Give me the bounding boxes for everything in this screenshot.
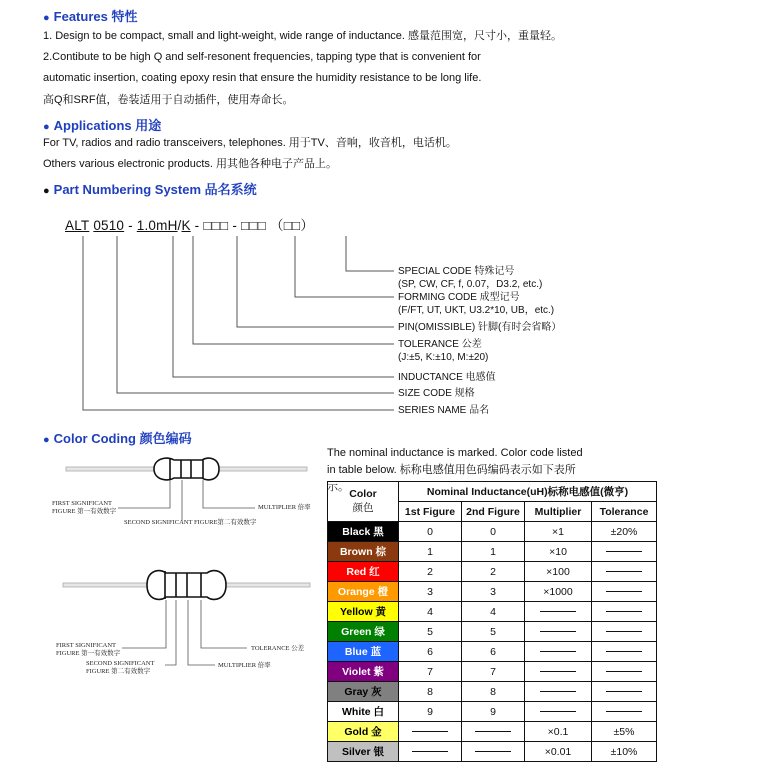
label-forming-code: FORMING CODE 成型记号 [398,292,520,303]
second-figure-header: 2nd Figure [462,502,525,522]
bullet-icon: ● [43,434,50,446]
tolerance-cell [592,582,657,602]
second-figure-cell: 7 [462,662,525,682]
d2-first-line-1: FIRST SIGNIFICANT [56,642,117,649]
dash-mark [540,651,576,652]
label-series-name: SERIES NAME 品名 [398,405,490,416]
first-figure-cell: 7 [399,662,462,682]
code-size: 0510 [93,218,125,233]
label-inductance: INDUCTANCE 电感值 [398,372,496,383]
color-name-cell: Orange 橙 [328,582,399,602]
tolerance-cell [592,662,657,682]
features-line-4: 高Q和SRF值，卷装适用于自动插件，使用寿命长。 [43,94,294,106]
tolerance-cell: ±10% [592,742,657,762]
color-name-cell: Gold 金 [328,722,399,742]
first-figure-cell: 5 [399,622,462,642]
code-tolerance: K [181,218,191,233]
dash-mark [606,671,642,672]
color-name-cell: Brown 棕 [328,542,399,562]
label-tolerance: TOLERANCE 公差 [398,339,482,350]
color-name-cell: Violet 紫 [328,662,399,682]
multiplier-cell [525,622,592,642]
d1-first-significant-label [52,500,116,515]
color-header-zh: 颜色 [352,502,374,514]
label-special-code: SPECIAL CODE 特殊记号 [398,266,515,277]
code-slash: / [177,218,182,233]
color-code-table [327,481,657,762]
d2-second-line-1: SECOND SIGNIFICANT [86,660,155,667]
features-line-1: 1. Design to be compact, small and light-weight, wide range of inductance. 感量范围宽，尺寸小，重量轻。 [43,30,563,42]
dash-mark [475,751,511,752]
multiplier-cell: ×1 [525,522,592,542]
tolerance-cell [592,682,657,702]
table-row [328,582,657,602]
d1-first-line-1: FIRST SIGNIFICANT [52,500,113,507]
tolerance-header: Tolerance [592,502,657,522]
second-figure-cell: 0 [462,522,525,542]
label-pin: PIN(OMISSIBLE) 针脚(有时会省略） [398,322,562,333]
label-forming-code-values: (F/FT, UT, UKT, U3.2*10, UB，etc.) [398,305,555,316]
tolerance-cell [592,542,657,562]
table-row [328,602,657,622]
tolerance-cell [592,562,657,582]
dash-mark [540,671,576,672]
multiplier-header: Multiplier [525,502,592,522]
second-figure-cell: 2 [462,562,525,582]
table-row [328,722,657,742]
d1-first-line-2: FIGURE 第一有效数字 [52,507,117,515]
dash-mark [606,571,642,572]
part-numbering-title: Part Numbering System 品名系统 [53,182,257,197]
second-figure-cell: 6 [462,642,525,662]
table-row [328,682,657,702]
dash-mark [606,591,642,592]
first-figure-cell: 6 [399,642,462,662]
d2-first-line-2: FIGURE 第一有效数字 [56,649,121,657]
code-sep-2: - [194,218,200,233]
table-row [328,702,657,722]
multiplier-cell [525,702,592,722]
nominal-line-2: in table below. 标称电感值用色码编码表示如下表所 [327,464,576,476]
dash-mark [475,731,511,732]
table-row [328,742,657,762]
second-figure-cell: 1 [462,542,525,562]
color-name-cell: Green 绿 [328,622,399,642]
tolerance-cell: ±20% [592,522,657,542]
table-row [328,522,657,542]
second-figure-cell: 5 [462,622,525,642]
nominal-line-3: 示。 [327,481,349,493]
dash-mark [606,611,642,612]
color-header-en: Color [349,488,377,500]
nominal-line-1: The nominal inductance is marked. Color code listed [327,447,583,459]
dash-mark [540,691,576,692]
code-special: （□□） [270,218,315,233]
code-inductance: 1.0mH [136,218,178,233]
dash-mark [540,611,576,612]
d2-second-line-2: FIGURE 第二有效数字 [86,667,151,675]
color-name-cell: Red 红 [328,562,399,582]
color-name-cell: Silver 银 [328,742,399,762]
code-pin: □□□ [203,218,229,233]
label-special-code-values: (SP, CW, CF, f, 0.07，D3.2, etc.) [398,279,543,290]
first-figure-header: 1st Figure [399,502,462,522]
color-name-cell: Gray 灰 [328,682,399,702]
second-figure-cell: 4 [462,602,525,622]
color-coding-title: Color Coding 颜色编码 [53,431,192,446]
multiplier-cell: ×0.01 [525,742,592,762]
d1-second-significant-label: SECOND SIGNIFICANT FIGURE第二有效数字 [124,519,257,526]
code-sep-1: - [128,218,133,233]
first-figure-cell: 8 [399,682,462,702]
dash-mark [540,631,576,632]
label-tolerance-values: (J:±5, K:±10, M:±20) [398,352,489,363]
table-row [328,562,657,582]
second-figure-cell [462,722,525,742]
code-forming: □□□ [240,218,267,233]
multiplier-cell: ×10 [525,542,592,562]
dash-mark [606,691,642,692]
color-name-cell: Black 黑 [328,522,399,542]
first-figure-cell: 1 [399,542,462,562]
second-figure-cell: 9 [462,702,525,722]
dash-mark [606,711,642,712]
multiplier-cell [525,662,592,682]
tolerance-cell [592,602,657,622]
tolerance-cell [592,622,657,642]
features-title: Features 特性 [53,9,138,24]
features-line-3: automatic insertion, coating epoxy resin that ensure the humidity resistance to be long life. [43,72,482,84]
dash-mark [412,751,448,752]
tolerance-cell [592,642,657,662]
table-row [328,642,657,662]
color-name-cell: Yellow 黄 [328,602,399,622]
color-name-cell: Blue 蓝 [328,642,399,662]
features-line-2: 2.Contibute to be high Q and self-resonent frequencies, tapping type that is convenient for [43,51,481,63]
second-figure-cell: 3 [462,582,525,602]
bullet-icon: ● [43,185,50,197]
color-header [328,482,399,522]
nominal-inductance-header: Nominal Inductance(uH)标称电感值(微亨) [399,482,657,502]
multiplier-cell [525,682,592,702]
d2-multiplier-label: MULTIPLIER 倍率 [218,662,271,669]
multiplier-cell: ×100 [525,562,592,582]
multiplier-cell: ×0.1 [525,722,592,742]
color-code-table-body [328,522,657,762]
dash-mark [606,631,642,632]
code-series: ALT [65,218,90,233]
table-row [328,542,657,562]
d2-tolerance-label: TOLERANCE 公差 [251,645,305,652]
code-sep-3: - [232,218,238,233]
second-figure-cell: 8 [462,682,525,702]
table-row [328,622,657,642]
applications-title: Applications 用途 [53,118,162,133]
d1-multiplier-label: MULTIPLIER 倍率 [258,504,311,511]
dash-mark [412,731,448,732]
dash-mark [606,651,642,652]
multiplier-cell: ×1000 [525,582,592,602]
tolerance-cell: ±5% [592,722,657,742]
tolerance-cell [592,702,657,722]
table-row [328,662,657,682]
color-name-cell: White 白 [328,702,399,722]
multiplier-cell [525,602,592,622]
d2-second-significant-label [86,660,154,675]
first-figure-cell: 4 [399,602,462,622]
applications-line-2: Others various electronic products. 用其他各种电子产品上。 [43,158,338,170]
applications-line-1: For TV, radios and radio transceivers, telephones. 用于TV、音响，收音机，电话机。 [43,137,457,149]
dash-mark [540,711,576,712]
inductor-diagram-2 [63,571,310,600]
d2-first-significant-label [56,642,120,657]
multiplier-cell [525,642,592,662]
bullet-icon: ● [43,12,50,24]
second-figure-cell [462,742,525,762]
dash-mark [606,551,642,552]
first-figure-cell: 2 [399,562,462,582]
inductor-diagram-1 [66,458,307,480]
first-figure-cell [399,722,462,742]
first-figure-cell: 0 [399,522,462,542]
bullet-icon: ● [43,121,50,133]
label-size-code: SIZE CODE 规格 [398,388,475,399]
first-figure-cell [399,742,462,762]
first-figure-cell: 9 [399,702,462,722]
first-figure-cell: 3 [399,582,462,602]
